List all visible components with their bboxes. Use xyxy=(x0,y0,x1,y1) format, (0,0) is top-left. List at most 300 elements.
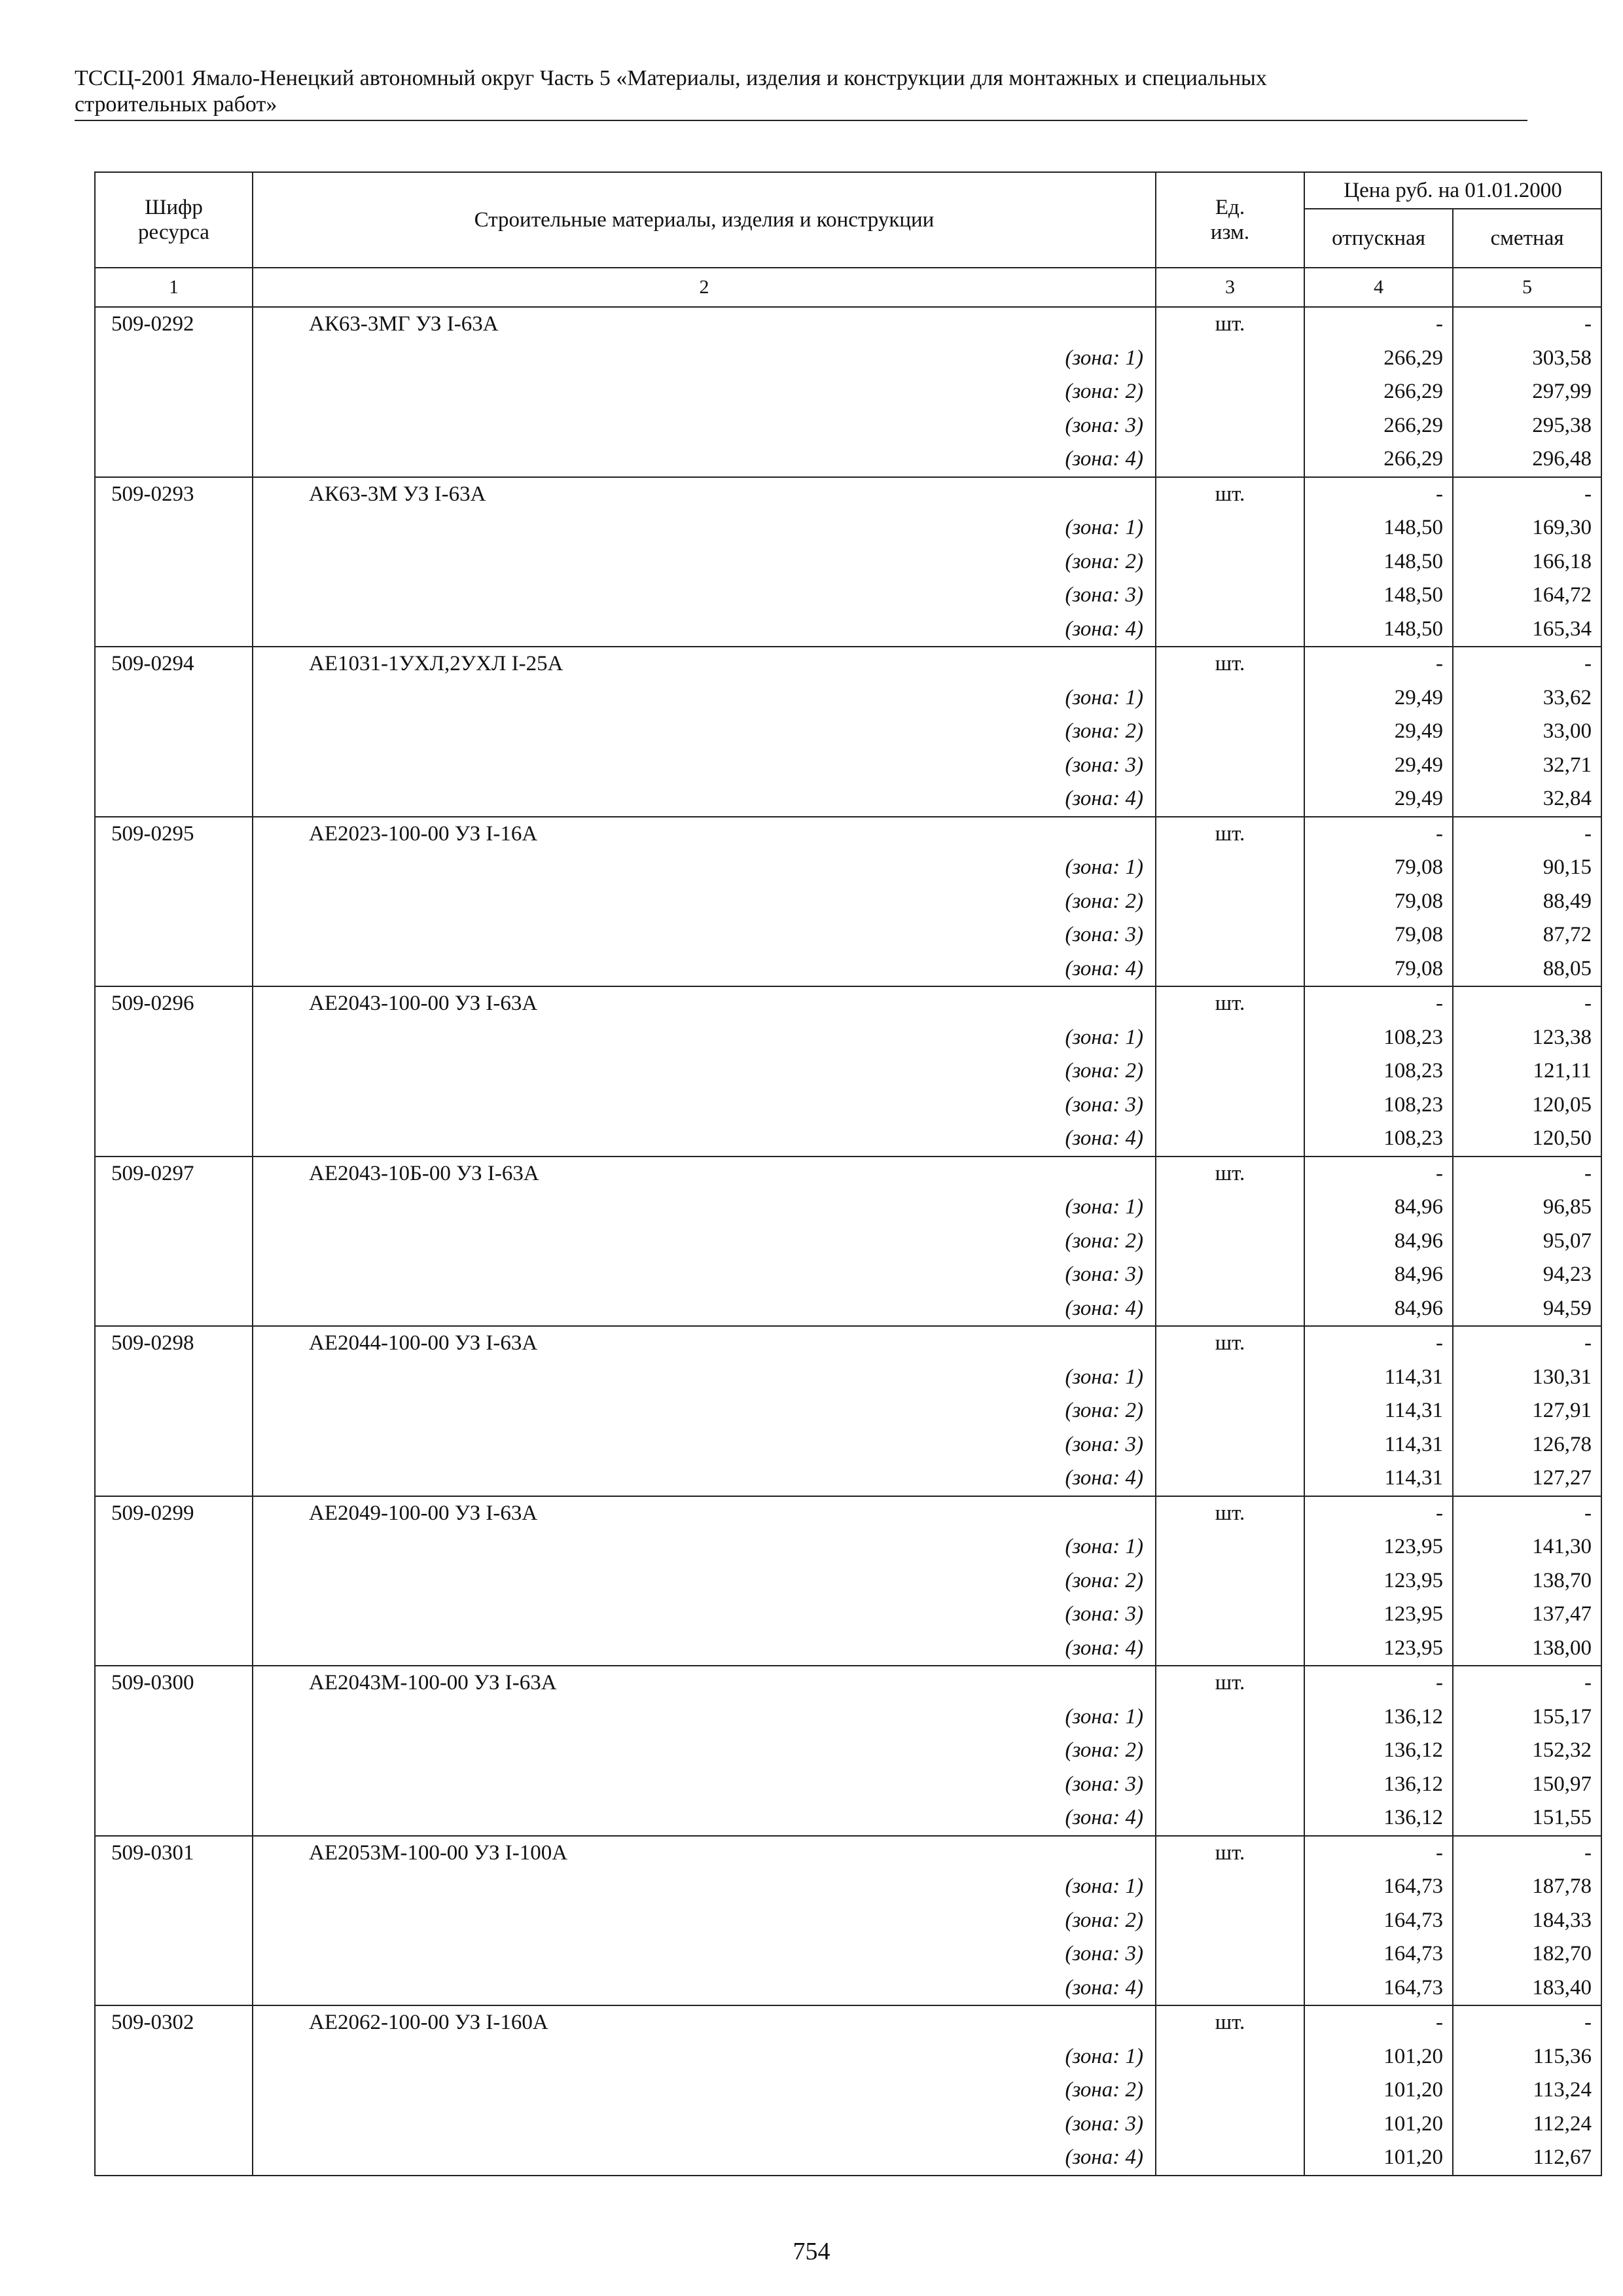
empty-cell xyxy=(95,1632,253,1666)
release-price: 123,95 xyxy=(1304,1530,1453,1564)
estimate-price: 88,05 xyxy=(1453,952,1601,987)
empty-cell xyxy=(95,2073,253,2108)
empty-cell xyxy=(1156,1734,1304,1768)
empty-cell xyxy=(1156,782,1304,817)
empty-cell xyxy=(95,2108,253,2142)
zone-label: (зона: 1) xyxy=(253,342,1156,376)
item-row xyxy=(95,307,1601,342)
col-header-unit xyxy=(1156,172,1304,268)
zone-row xyxy=(95,1632,1601,1666)
empty-cell xyxy=(95,1937,253,1971)
page-header xyxy=(75,65,1508,118)
item-name: АЕ1031-1УХЛ,2УХЛ I-25А xyxy=(253,647,1156,681)
zone-label: (зона: 1) xyxy=(253,1361,1156,1395)
release-price: 114,31 xyxy=(1304,1428,1453,1462)
release-price: 123,95 xyxy=(1304,1632,1453,1666)
estimate-price: 138,70 xyxy=(1453,1564,1601,1598)
resource-code: 509-0302 xyxy=(95,2005,253,2040)
release-price: - xyxy=(1304,986,1453,1021)
resource-code: 509-0296 xyxy=(95,986,253,1021)
zone-label: (зона: 4) xyxy=(253,1292,1156,1327)
item-row xyxy=(95,1157,1601,1191)
item-unit: шт. xyxy=(1156,1326,1304,1361)
release-price: 84,96 xyxy=(1304,1191,1453,1225)
empty-cell xyxy=(1156,1564,1304,1598)
release-price: 84,96 xyxy=(1304,1225,1453,1259)
empty-cell xyxy=(1156,1768,1304,1802)
estimate-price: 155,17 xyxy=(1453,1700,1601,1734)
zone-label: (зона: 3) xyxy=(253,749,1156,783)
item-row xyxy=(95,647,1601,681)
zone-label: (зона: 1) xyxy=(253,681,1156,715)
release-price: 266,29 xyxy=(1304,442,1453,477)
empty-cell xyxy=(95,1904,253,1938)
zone-row xyxy=(95,1394,1601,1428)
item-unit: шт. xyxy=(1156,817,1304,852)
col-header-estimate-price: сметная xyxy=(1453,209,1601,268)
empty-cell xyxy=(1156,952,1304,987)
column-number: 4 xyxy=(1304,268,1453,307)
empty-cell xyxy=(1156,342,1304,376)
estimate-price: 164,72 xyxy=(1453,579,1601,613)
release-price: - xyxy=(1304,1326,1453,1361)
column-number: 3 xyxy=(1156,268,1304,307)
empty-cell xyxy=(1156,1971,1304,2006)
zone-label: (зона: 2) xyxy=(253,2073,1156,2108)
release-price: 148,50 xyxy=(1304,511,1453,545)
estimate-price: 165,34 xyxy=(1453,613,1601,647)
empty-cell xyxy=(1156,409,1304,443)
column-number: 1 xyxy=(95,268,253,307)
release-price: 164,73 xyxy=(1304,1870,1453,1904)
item-unit: шт. xyxy=(1156,1836,1304,1871)
zone-label: (зона: 2) xyxy=(253,885,1156,919)
zone-label: (зона: 2) xyxy=(253,715,1156,749)
zone-row xyxy=(95,952,1601,987)
empty-cell xyxy=(1156,1870,1304,1904)
zone-row xyxy=(95,1530,1601,1564)
release-price: 79,08 xyxy=(1304,885,1453,919)
empty-cell xyxy=(1156,851,1304,885)
empty-cell xyxy=(1156,442,1304,477)
zone-row xyxy=(95,1904,1601,1938)
estimate-price: - xyxy=(1453,307,1601,342)
empty-cell xyxy=(1156,511,1304,545)
estimate-price: - xyxy=(1453,1326,1601,1361)
zone-row xyxy=(95,715,1601,749)
item-row xyxy=(95,1666,1601,1700)
empty-cell xyxy=(1156,1598,1304,1632)
release-price: - xyxy=(1304,817,1453,852)
empty-cell xyxy=(1156,1462,1304,1496)
empty-cell xyxy=(1156,715,1304,749)
page-number: 754 xyxy=(793,2238,830,2265)
item-row xyxy=(95,1326,1601,1361)
zone-label: (зона: 4) xyxy=(253,1971,1156,2006)
release-price: 101,20 xyxy=(1304,2073,1453,2108)
item-row xyxy=(95,2005,1601,2040)
empty-cell xyxy=(95,545,253,579)
item-row xyxy=(95,477,1601,512)
item-group xyxy=(95,1326,1601,1496)
release-price: 29,49 xyxy=(1304,782,1453,817)
release-price: 266,29 xyxy=(1304,375,1453,409)
empty-cell xyxy=(95,851,253,885)
estimate-price: 121,11 xyxy=(1453,1054,1601,1088)
zone-label: (зона: 4) xyxy=(253,782,1156,817)
empty-cell xyxy=(1156,1801,1304,1836)
empty-cell xyxy=(95,579,253,613)
item-unit: шт. xyxy=(1156,1496,1304,1531)
empty-cell xyxy=(95,918,253,952)
zone-row xyxy=(95,1700,1601,1734)
empty-cell xyxy=(95,342,253,376)
empty-cell xyxy=(95,1258,253,1292)
release-price: 29,49 xyxy=(1304,749,1453,783)
item-name: АЕ2053М-100-00 УЗ I-100А xyxy=(253,1836,1156,1871)
zone-label: (зона: 3) xyxy=(253,1768,1156,1802)
release-price: 136,12 xyxy=(1304,1700,1453,1734)
estimate-price: 303,58 xyxy=(1453,342,1601,376)
empty-cell xyxy=(1156,2108,1304,2142)
release-price: - xyxy=(1304,647,1453,681)
empty-cell xyxy=(95,409,253,443)
release-price: 266,29 xyxy=(1304,409,1453,443)
estimate-price: 33,62 xyxy=(1453,681,1601,715)
zone-label: (зона: 3) xyxy=(253,918,1156,952)
item-group xyxy=(95,1836,1601,2006)
release-price: 108,23 xyxy=(1304,1054,1453,1088)
estimate-price: 166,18 xyxy=(1453,545,1601,579)
zone-row xyxy=(95,375,1601,409)
zone-label: (зона: 2) xyxy=(253,545,1156,579)
table-header xyxy=(95,172,1601,307)
item-name: АЕ2062-100-00 УЗ I-160А xyxy=(253,2005,1156,2040)
zone-label: (зона: 4) xyxy=(253,613,1156,647)
release-price: 136,12 xyxy=(1304,1734,1453,1768)
item-unit: шт. xyxy=(1156,2005,1304,2040)
estimate-price: 184,33 xyxy=(1453,1904,1601,1938)
empty-cell xyxy=(1156,1530,1304,1564)
item-unit: шт. xyxy=(1156,1157,1304,1191)
estimate-price: 120,05 xyxy=(1453,1088,1601,1122)
zone-row xyxy=(95,409,1601,443)
zone-label: (зона: 2) xyxy=(253,1904,1156,1938)
release-price: - xyxy=(1304,477,1453,512)
estimate-price: 120,50 xyxy=(1453,1122,1601,1157)
col-header-price-group: Цена руб. на 01.01.2000 xyxy=(1304,172,1601,209)
item-group xyxy=(95,1157,1601,1327)
resource-code: 509-0293 xyxy=(95,477,253,512)
col-header-unit-line1: Ед. xyxy=(1215,196,1245,219)
item-name: АЕ2043М-100-00 УЗ I-63А xyxy=(253,1666,1156,1700)
resource-code: 509-0300 xyxy=(95,1666,253,1700)
release-price: 108,23 xyxy=(1304,1088,1453,1122)
empty-cell xyxy=(95,1971,253,2006)
empty-cell xyxy=(1156,1122,1304,1157)
zone-row xyxy=(95,545,1601,579)
zone-row xyxy=(95,1801,1601,1836)
estimate-price: 32,71 xyxy=(1453,749,1601,783)
empty-cell xyxy=(1156,1700,1304,1734)
zone-row xyxy=(95,1088,1601,1122)
empty-cell xyxy=(95,1768,253,1802)
empty-cell xyxy=(1156,1937,1304,1971)
item-row xyxy=(95,817,1601,852)
zone-row xyxy=(95,2108,1601,2142)
empty-cell xyxy=(95,1734,253,1768)
release-price: - xyxy=(1304,2005,1453,2040)
empty-cell xyxy=(1156,681,1304,715)
release-price: 79,08 xyxy=(1304,952,1453,987)
empty-cell xyxy=(1156,1225,1304,1259)
estimate-price: 187,78 xyxy=(1453,1870,1601,1904)
zone-label: (зона: 1) xyxy=(253,1191,1156,1225)
zone-row xyxy=(95,613,1601,647)
zone-label: (зона: 3) xyxy=(253,1937,1156,1971)
empty-cell xyxy=(95,442,253,477)
col-header-code-line1: Шифр xyxy=(145,196,203,219)
release-price: 266,29 xyxy=(1304,342,1453,376)
estimate-price: 150,97 xyxy=(1453,1768,1601,1802)
item-unit: шт. xyxy=(1156,1666,1304,1700)
zone-row xyxy=(95,782,1601,817)
resource-code: 509-0299 xyxy=(95,1496,253,1531)
estimate-price: 123,38 xyxy=(1453,1021,1601,1055)
resource-code: 509-0292 xyxy=(95,307,253,342)
item-group xyxy=(95,817,1601,987)
col-header-name: Строительные материалы, изделия и конструкции xyxy=(253,172,1156,268)
empty-cell xyxy=(95,749,253,783)
empty-cell xyxy=(95,1191,253,1225)
release-price: - xyxy=(1304,307,1453,342)
release-price: 123,95 xyxy=(1304,1598,1453,1632)
empty-cell xyxy=(95,1122,253,1157)
estimate-price: - xyxy=(1453,1666,1601,1700)
estimate-price: 96,85 xyxy=(1453,1191,1601,1225)
zone-label: (зона: 4) xyxy=(253,1462,1156,1496)
release-price: 148,50 xyxy=(1304,613,1453,647)
release-price: 79,08 xyxy=(1304,851,1453,885)
item-name: АЕ2043-10Б-00 УЗ I-63А xyxy=(253,1157,1156,1191)
resource-code: 509-0295 xyxy=(95,817,253,852)
zone-row xyxy=(95,2040,1601,2074)
empty-cell xyxy=(95,1054,253,1088)
zone-row xyxy=(95,442,1601,477)
estimate-price: 90,15 xyxy=(1453,851,1601,885)
release-price: 114,31 xyxy=(1304,1462,1453,1496)
release-price: - xyxy=(1304,1666,1453,1700)
estimate-price: - xyxy=(1453,817,1601,852)
zone-label: (зона: 1) xyxy=(253,511,1156,545)
zone-label: (зона: 2) xyxy=(253,1734,1156,1768)
item-name: АЕ2044-100-00 УЗ I-63А xyxy=(253,1326,1156,1361)
empty-cell xyxy=(95,375,253,409)
zone-row xyxy=(95,1598,1601,1632)
price-table xyxy=(94,171,1602,2176)
empty-cell xyxy=(1156,1904,1304,1938)
empty-cell xyxy=(1156,1088,1304,1122)
estimate-price: 297,99 xyxy=(1453,375,1601,409)
release-price: 164,73 xyxy=(1304,1937,1453,1971)
empty-cell xyxy=(95,2040,253,2074)
resource-code: 509-0298 xyxy=(95,1326,253,1361)
estimate-price: 183,40 xyxy=(1453,1971,1601,2006)
empty-cell xyxy=(95,1530,253,1564)
estimate-price: 169,30 xyxy=(1453,511,1601,545)
zone-label: (зона: 3) xyxy=(253,579,1156,613)
column-number: 5 xyxy=(1453,268,1601,307)
zone-row xyxy=(95,885,1601,919)
zone-label: (зона: 4) xyxy=(253,2141,1156,2176)
item-unit: шт. xyxy=(1156,647,1304,681)
empty-cell xyxy=(95,1021,253,1055)
empty-cell xyxy=(95,715,253,749)
empty-cell xyxy=(1156,545,1304,579)
zone-row xyxy=(95,1021,1601,1055)
zone-row xyxy=(95,918,1601,952)
estimate-price: - xyxy=(1453,647,1601,681)
zone-row xyxy=(95,1870,1601,1904)
empty-cell xyxy=(95,1428,253,1462)
item-name: АК63-3М УЗ I-63А xyxy=(253,477,1156,512)
item-group xyxy=(95,477,1601,647)
zone-row xyxy=(95,1225,1601,1259)
empty-cell xyxy=(95,782,253,817)
release-price: 114,31 xyxy=(1304,1361,1453,1395)
zone-label: (зона: 2) xyxy=(253,375,1156,409)
estimate-price: 94,23 xyxy=(1453,1258,1601,1292)
release-price: 101,20 xyxy=(1304,2040,1453,2074)
item-name: АЕ2049-100-00 УЗ I-63А xyxy=(253,1496,1156,1531)
zone-label: (зона: 2) xyxy=(253,1394,1156,1428)
release-price: 29,49 xyxy=(1304,681,1453,715)
estimate-price: 151,55 xyxy=(1453,1801,1601,1836)
zone-row xyxy=(95,511,1601,545)
release-price: 101,20 xyxy=(1304,2141,1453,2176)
empty-cell xyxy=(1156,375,1304,409)
zone-row xyxy=(95,1054,1601,1088)
estimate-price: 113,24 xyxy=(1453,2073,1601,2108)
col-header-unit-line2: изм. xyxy=(1210,221,1250,244)
header-line-1: ТССЦ-2001 Ямало-Ненецкий автономный округ Часть 5 «Материалы, изделия и конструкции для монтажных и специальных xyxy=(75,66,1267,90)
zone-label: (зона: 3) xyxy=(253,1258,1156,1292)
release-price: 101,20 xyxy=(1304,2108,1453,2142)
zone-row xyxy=(95,1122,1601,1157)
zone-label: (зона: 4) xyxy=(253,952,1156,987)
empty-cell xyxy=(95,613,253,647)
zone-label: (зона: 1) xyxy=(253,1700,1156,1734)
item-group xyxy=(95,986,1601,1157)
empty-cell xyxy=(1156,1292,1304,1327)
zone-row xyxy=(95,1428,1601,1462)
release-price: 84,96 xyxy=(1304,1258,1453,1292)
empty-cell xyxy=(95,681,253,715)
item-name: АК63-3МГ УЗ I-63А xyxy=(253,307,1156,342)
resource-code: 509-0297 xyxy=(95,1157,253,1191)
empty-cell xyxy=(95,1564,253,1598)
estimate-price: 127,91 xyxy=(1453,1394,1601,1428)
empty-cell xyxy=(1156,918,1304,952)
estimate-price: 126,78 xyxy=(1453,1428,1601,1462)
resource-code: 509-0301 xyxy=(95,1836,253,1871)
item-group xyxy=(95,1666,1601,1836)
empty-cell xyxy=(95,1361,253,1395)
estimate-price: 94,59 xyxy=(1453,1292,1601,1327)
zone-label: (зона: 2) xyxy=(253,1054,1156,1088)
release-price: 164,73 xyxy=(1304,1904,1453,1938)
empty-cell xyxy=(95,885,253,919)
zone-row xyxy=(95,1191,1601,1225)
estimate-price: 137,47 xyxy=(1453,1598,1601,1632)
empty-cell xyxy=(95,2141,253,2176)
estimate-price: 32,84 xyxy=(1453,782,1601,817)
empty-cell xyxy=(1156,1021,1304,1055)
zone-label: (зона: 1) xyxy=(253,851,1156,885)
release-price: 148,50 xyxy=(1304,579,1453,613)
zone-row xyxy=(95,1361,1601,1395)
item-group xyxy=(95,307,1601,477)
zone-label: (зона: 4) xyxy=(253,1801,1156,1836)
estimate-price: 296,48 xyxy=(1453,442,1601,477)
release-price: 29,49 xyxy=(1304,715,1453,749)
estimate-price: 33,00 xyxy=(1453,715,1601,749)
zone-label: (зона: 3) xyxy=(253,1088,1156,1122)
estimate-price: 95,07 xyxy=(1453,1225,1601,1259)
empty-cell xyxy=(95,1801,253,1836)
empty-cell xyxy=(95,1292,253,1327)
empty-cell xyxy=(1156,1632,1304,1666)
item-name: АЕ2023-100-00 УЗ I-16А xyxy=(253,817,1156,852)
release-price: 108,23 xyxy=(1304,1021,1453,1055)
estimate-price: 115,36 xyxy=(1453,2040,1601,2074)
item-row xyxy=(95,1496,1601,1531)
zone-label: (зона: 1) xyxy=(253,1021,1156,1055)
estimate-price: 127,27 xyxy=(1453,1462,1601,1496)
estimate-price: - xyxy=(1453,1496,1601,1531)
release-price: - xyxy=(1304,1496,1453,1531)
empty-cell xyxy=(95,1598,253,1632)
empty-cell xyxy=(1156,885,1304,919)
zone-label: (зона: 3) xyxy=(253,1428,1156,1462)
empty-cell xyxy=(1156,749,1304,783)
zone-row xyxy=(95,1292,1601,1327)
zone-label: (зона: 4) xyxy=(253,1632,1156,1666)
zone-row xyxy=(95,1768,1601,1802)
release-price: 123,95 xyxy=(1304,1564,1453,1598)
release-price: 108,23 xyxy=(1304,1122,1453,1157)
estimate-price: 152,32 xyxy=(1453,1734,1601,1768)
item-group xyxy=(95,1496,1601,1666)
estimate-price: 295,38 xyxy=(1453,409,1601,443)
header-line-2: строительных работ» xyxy=(75,92,277,117)
item-unit: шт. xyxy=(1156,307,1304,342)
estimate-price: 182,70 xyxy=(1453,1937,1601,1971)
col-header-code xyxy=(95,172,253,268)
estimate-price: - xyxy=(1453,986,1601,1021)
empty-cell xyxy=(1156,2073,1304,2108)
zone-row xyxy=(95,1937,1601,1971)
release-price: 79,08 xyxy=(1304,918,1453,952)
estimate-price: 88,49 xyxy=(1453,885,1601,919)
estimate-price: 87,72 xyxy=(1453,918,1601,952)
col-header-code-line2: ресурса xyxy=(138,221,209,244)
release-price: - xyxy=(1304,1836,1453,1871)
item-row xyxy=(95,986,1601,1021)
release-price: - xyxy=(1304,1157,1453,1191)
column-number: 2 xyxy=(253,268,1156,307)
zone-row xyxy=(95,1462,1601,1496)
